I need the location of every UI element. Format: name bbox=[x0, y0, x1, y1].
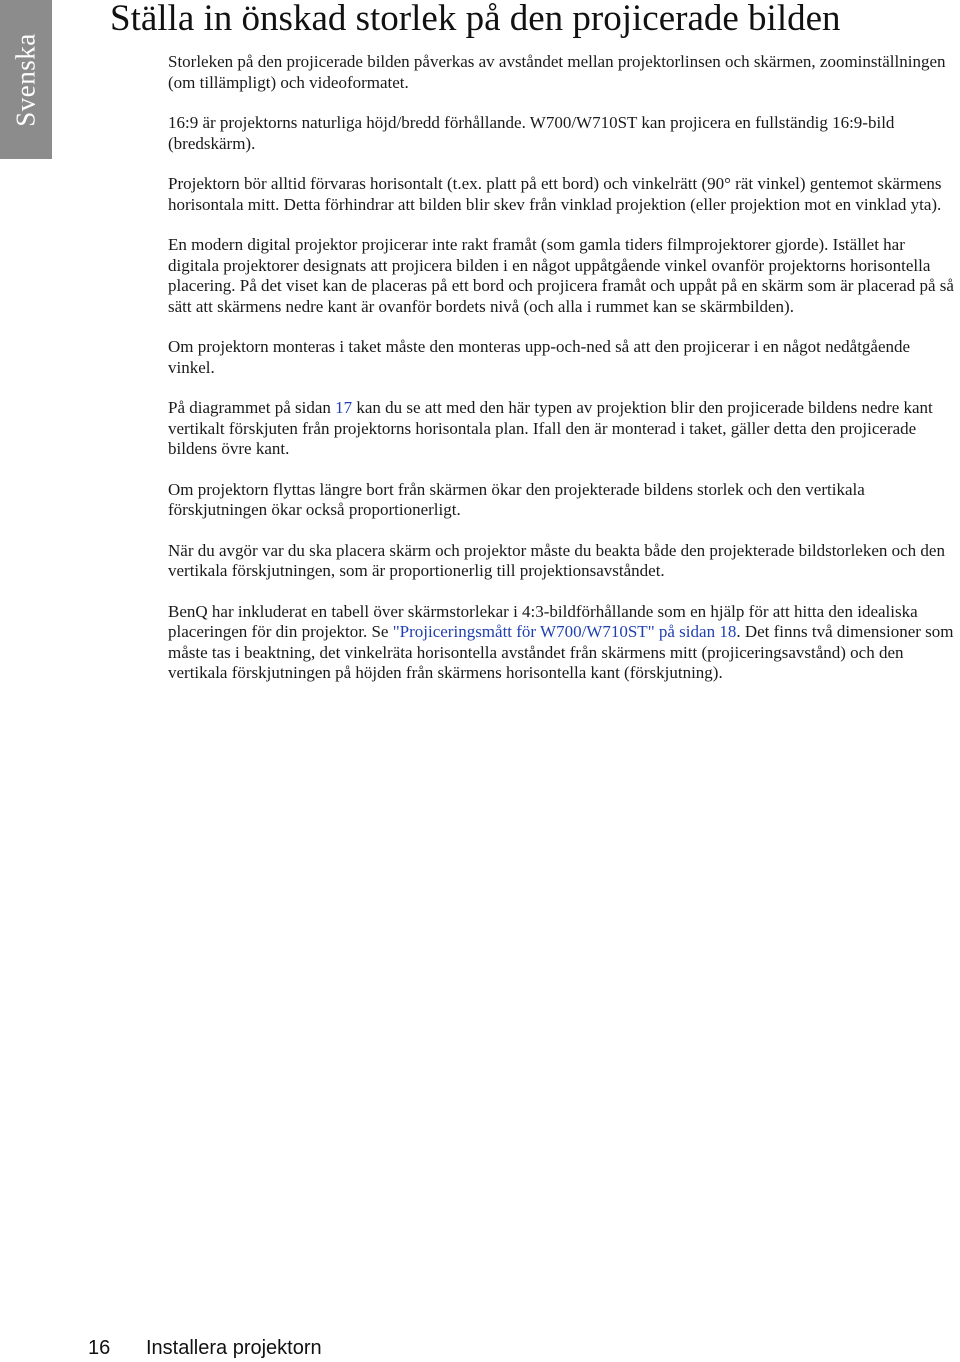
projection-dimensions-link[interactable]: "Projiceringsmått för W700/W710ST" på sidan 18 bbox=[392, 622, 737, 641]
paragraph-aspect-ratio: 16:9 är projektorns naturliga höjd/bredd förhållande. W700/W710ST kan projicera en fullständig 16:9-bild (bredskärm). bbox=[168, 113, 895, 153]
body-text bbox=[168, 52, 958, 704]
paragraph-diagram-reference bbox=[168, 398, 958, 460]
paragraph-diagram-text-after: kan du se att med den här typen av projektion blir den projicerade bildens nedre kant vertikalt förskjuten från projektorns horisontala plan. Ifall den är monterad i taket, gäller detta den projicerade bildens övre kant. bbox=[168, 398, 933, 458]
page-title: Ställa in önskad storlek på den projicerade bilden bbox=[110, 0, 841, 39]
paragraph-horizontal-placement: Projektorn bör alltid förvaras horisontalt (t.ex. platt på ett bord) och vinkelrätt (90° rät vinkel) gentemot skärmens horisontala mitt. Detta förhindrar att bilden blir skev från vinklad projektion (eller projektion mot en vinklad yta). bbox=[168, 174, 942, 214]
page-17-link[interactable]: 17 bbox=[335, 398, 353, 417]
language-tab bbox=[0, 0, 52, 159]
paragraph-placement-considerations: När du avgör var du ska placera skärm och projektor måste du beakta både den projekterade bildstorleken och den vertikala förskjutningen, som är proportionerlig till projektionsavståndet. bbox=[168, 540, 945, 580]
footer-section-title: Installera projektorn bbox=[146, 1337, 322, 1359]
paragraph-diagram-text-before: På diagrammet på sidan bbox=[168, 398, 336, 417]
paragraph-digital-projection: En modern digital projektor projicerar inte rakt framåt (som gamla tiders filmprojektorer gjorde). Istället har digitala projektorer designats att projicera bilden i en något uppåtgående vinkel ovanför projektorns horisontella placering. På det viset kan de placeras på ett bord och projicera framåt och uppåt på en skärm som är placerad på så sätt att skärmens nedre kant är ovanför bordets nivå (och alla i rummet kan se skärmbilden). bbox=[168, 235, 954, 316]
paragraph-size-factors: Storleken på den projicerade bilden påverkas av avståndet mellan projektorlinsen och skärmen, zoominställningen (om tillämpligt) och videoformatet. bbox=[168, 52, 946, 92]
paragraph-table-text-before: BenQ har inkluderat en tabell över skärmstorlekar i 4:3-bildförhållande som en hjälp för att hitta den idealiska placeringen för din projektor. Se bbox=[168, 601, 918, 641]
language-tab-label: Svenska bbox=[10, 33, 41, 127]
paragraph-table-reference bbox=[168, 602, 958, 684]
page-footer bbox=[88, 1336, 322, 1360]
paragraph-distance-effect: Om projektorn flyttas längre bort från skärmen ökar den projekterade bildens storlek och den vertikala förskjutningen ökar också proportionerligt. bbox=[168, 479, 865, 519]
paragraph-ceiling-mount: Om projektorn monteras i taket måste den monteras upp-och-ned så att den projicerar i en något nedåtgående vinkel. bbox=[168, 337, 911, 377]
paragraph-table-text-after: . Det finns två dimensioner som måste tas i beaktning, det vinkelräta horisontella avståndet från skärmens mitt (projiceringsavstånd) och den vertikala förskjutningen på höjden från skärmens horisontella kant (förskjutning). bbox=[168, 622, 954, 682]
page-number: 16 bbox=[88, 1337, 111, 1359]
